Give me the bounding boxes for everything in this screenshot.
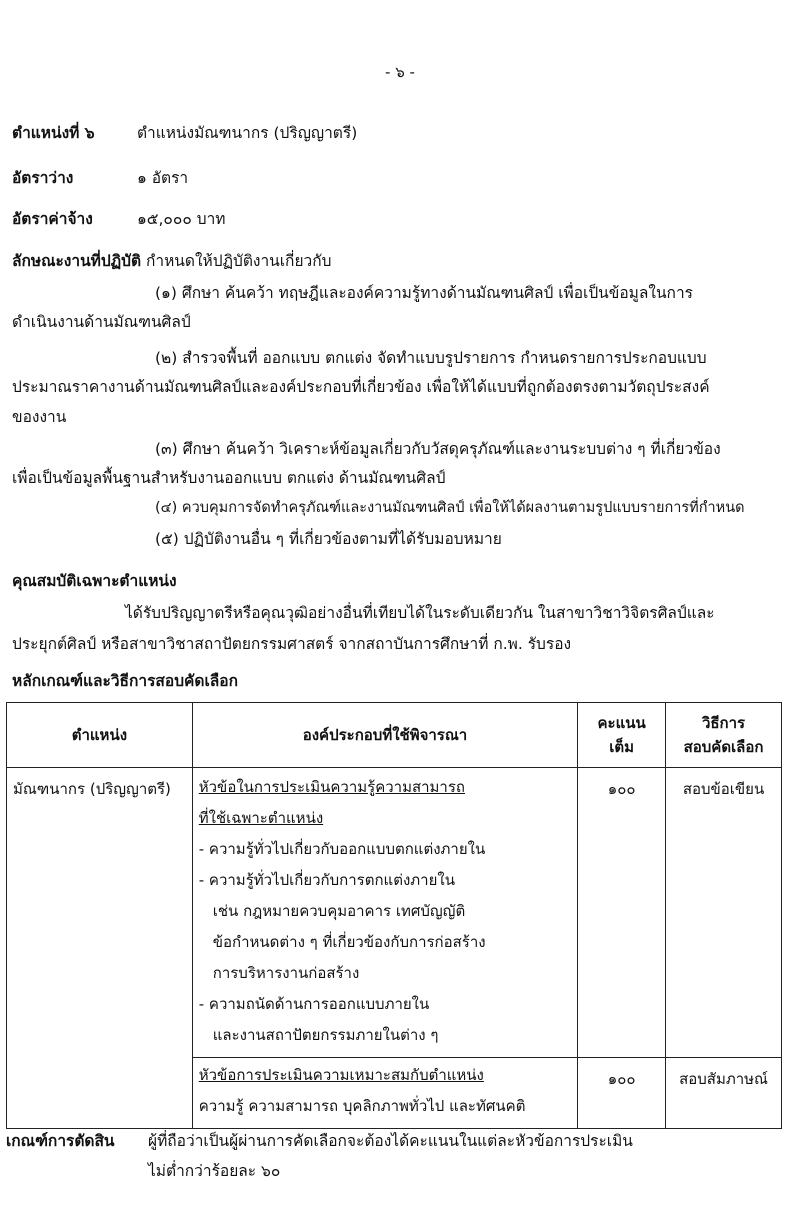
method-cell <box>666 1058 782 1129</box>
criteria-text: ผู้ที่ถือว่าเป็นผู้ผ่านการคัดเลือกจะต้องได้คะแนนในแต่ละหัวข้อการประเมิน <box>148 1132 633 1150</box>
duties-heading-row <box>12 248 331 273</box>
knowledge-item: ข้อกำหนดต่าง ๆ ที่เกี่ยวข้องกับการก่อสร้าง <box>212 933 486 951</box>
position-label: ตำแหน่งที่ ๖ <box>12 124 95 142</box>
knowledge-item: และงานสถาปัตยกรรมภายในต่าง ๆ <box>212 1026 439 1044</box>
score-cell <box>578 768 666 1058</box>
knowledge-item: - ความถนัดด้านการออกแบบภายใน <box>198 995 430 1013</box>
knowledge-item: - ความรู้ทั่วไปเกี่ยวกับออกแบบตกแต่งภายใน <box>198 840 486 858</box>
knowledge-item: การบริหารงานก่อสร้าง <box>212 964 360 982</box>
qualification-text: ได้รับปริญญาตรีหรือคุณวุฒิอย่างอื่นที่เทียบได้ในระดับเดียวกัน ในสาขาวิชาวิจิตรศิลป์และ <box>125 604 715 622</box>
position-value: ตำแหน่งมัณฑนากร (ปริญญาตรี) <box>136 124 358 142</box>
suitability-title: หัวข้อการประเมินความเหมาะสมกับตำแหน่ง <box>198 1066 484 1084</box>
qualification-text: ประยุกต์ศิลป์ หรือสาขาวิชาสถาปัตยกรรมศาสตร์ จากสถาบันการศึกษาที่ ก.พ. รับรอง <box>12 635 572 653</box>
duty-line: (๕) ปฏิบัติงานอื่น ๆ ที่เกี่ยวข้องตามที่ได้รับมอบหมาย <box>155 530 502 548</box>
page-number: - ๖ - <box>385 63 415 81</box>
duties-label: ลักษณะงานที่ปฏิบัติ <box>12 252 142 270</box>
selection-table <box>6 702 782 1129</box>
knowledge-title: หัวข้อในการประเมินความรู้ความสามารถ <box>198 778 465 796</box>
column-header-score: คะแนน เต็ม <box>578 703 666 768</box>
position-name: มัณฑนากร (ปริญญาตรี) <box>13 780 171 798</box>
position-row <box>12 120 357 145</box>
score-value: ๑๐๐ <box>607 1070 636 1088</box>
criteria-label: เกณฑ์การตัดสิน <box>6 1132 115 1150</box>
vacancy-row <box>12 165 188 190</box>
knowledge-title: ที่ใช้เฉพาะตำแหน่ง <box>198 809 324 827</box>
suitability-cell <box>192 1058 577 1129</box>
salary-row <box>12 206 226 231</box>
method-cell <box>666 768 782 1058</box>
knowledge-cell <box>192 768 577 1058</box>
duty-line: (๒) สำรวจพื้นที่ ออกแบบ ตกแต่ง จัดทำแบบรูปรายการ กำหนดรายการประกอบแบบ <box>155 349 707 367</box>
salary-value: ๑๕,๐๐๐ บาท <box>136 210 226 228</box>
score-cell <box>578 1058 666 1129</box>
vacancy-value: ๑ อัตรา <box>136 169 189 187</box>
duty-line: เพื่อเป็นข้อมูลพื้นฐานสำหรับงานออกแบบ ตกแต่ง ด้านมัณฑนศิลป์ <box>12 469 446 487</box>
column-header-method: วิธีการ สอบคัดเลือก <box>666 703 782 768</box>
selection-heading: หลักเกณฑ์และวิธีการสอบคัดเลือก <box>12 672 238 690</box>
duty-line: ดำเนินงานด้านมัณฑนศิลป์ <box>12 313 191 331</box>
method-value: สอบสัมภาษณ์ <box>679 1070 768 1088</box>
table-header-row <box>7 703 782 768</box>
column-header-criteria: องค์ประกอบที่ใช้พิจารณา <box>192 703 577 768</box>
suitability-text: ความรู้ ความสามารถ บุคลิกภาพทั่วไป และทัศนคติ <box>198 1097 526 1115</box>
duty-line: (๓) ศึกษา ค้นคว้า วิเคราะห์ข้อมูลเกี่ยวกับวัสดุครุภัณฑ์และงานระบบต่าง ๆ ที่เกี่ยวข้อง <box>155 440 721 458</box>
method-value: สอบข้อเขียน <box>682 780 765 798</box>
duties-intro: กำหนดให้ปฏิบัติงานเกี่ยวกับ <box>145 252 332 270</box>
duty-line: (๑) ศึกษา ค้นคว้า ทฤษฎีและองค์ความรู้ทางด้านมัณฑนศิลป์ เพื่อเป็นข้อมูลในการ <box>155 284 693 302</box>
duty-line: ของงาน <box>12 408 67 426</box>
qualification-heading: คุณสมบัติเฉพาะตำแหน่ง <box>12 572 177 590</box>
table-row <box>7 768 782 1058</box>
score-value: ๑๐๐ <box>607 780 636 798</box>
duty-line: (๔) ควบคุมการจัดทำครุภัณฑ์และงานมัณฑนศิลป์ เพื่อให้ได้ผลงานตามรูปแบบรายการที่กำหนด <box>155 500 745 516</box>
salary-label: อัตราค่าจ้าง <box>12 210 93 228</box>
position-name-cell <box>7 768 193 1129</box>
knowledge-item: - ความรู้ทั่วไปเกี่ยวกับการตกแต่งภายใน <box>198 871 455 889</box>
duty-line: ประมาณราคางานด้านมัณฑนศิลป์และองค์ประกอบที่เกี่ยวข้อง เพื่อให้ได้แบบที่ถูกต้องตรงตามวัตถุประสงค์ <box>12 378 710 396</box>
criteria-text: ไม่ต่ำกว่าร้อยละ ๖๐ <box>148 1162 281 1180</box>
vacancy-label: อัตราว่าง <box>12 169 74 187</box>
column-header-position: ตำแหน่ง <box>7 703 193 768</box>
knowledge-item: เช่น กฎหมายควบคุมอาคาร เทศบัญญัติ <box>212 902 466 920</box>
